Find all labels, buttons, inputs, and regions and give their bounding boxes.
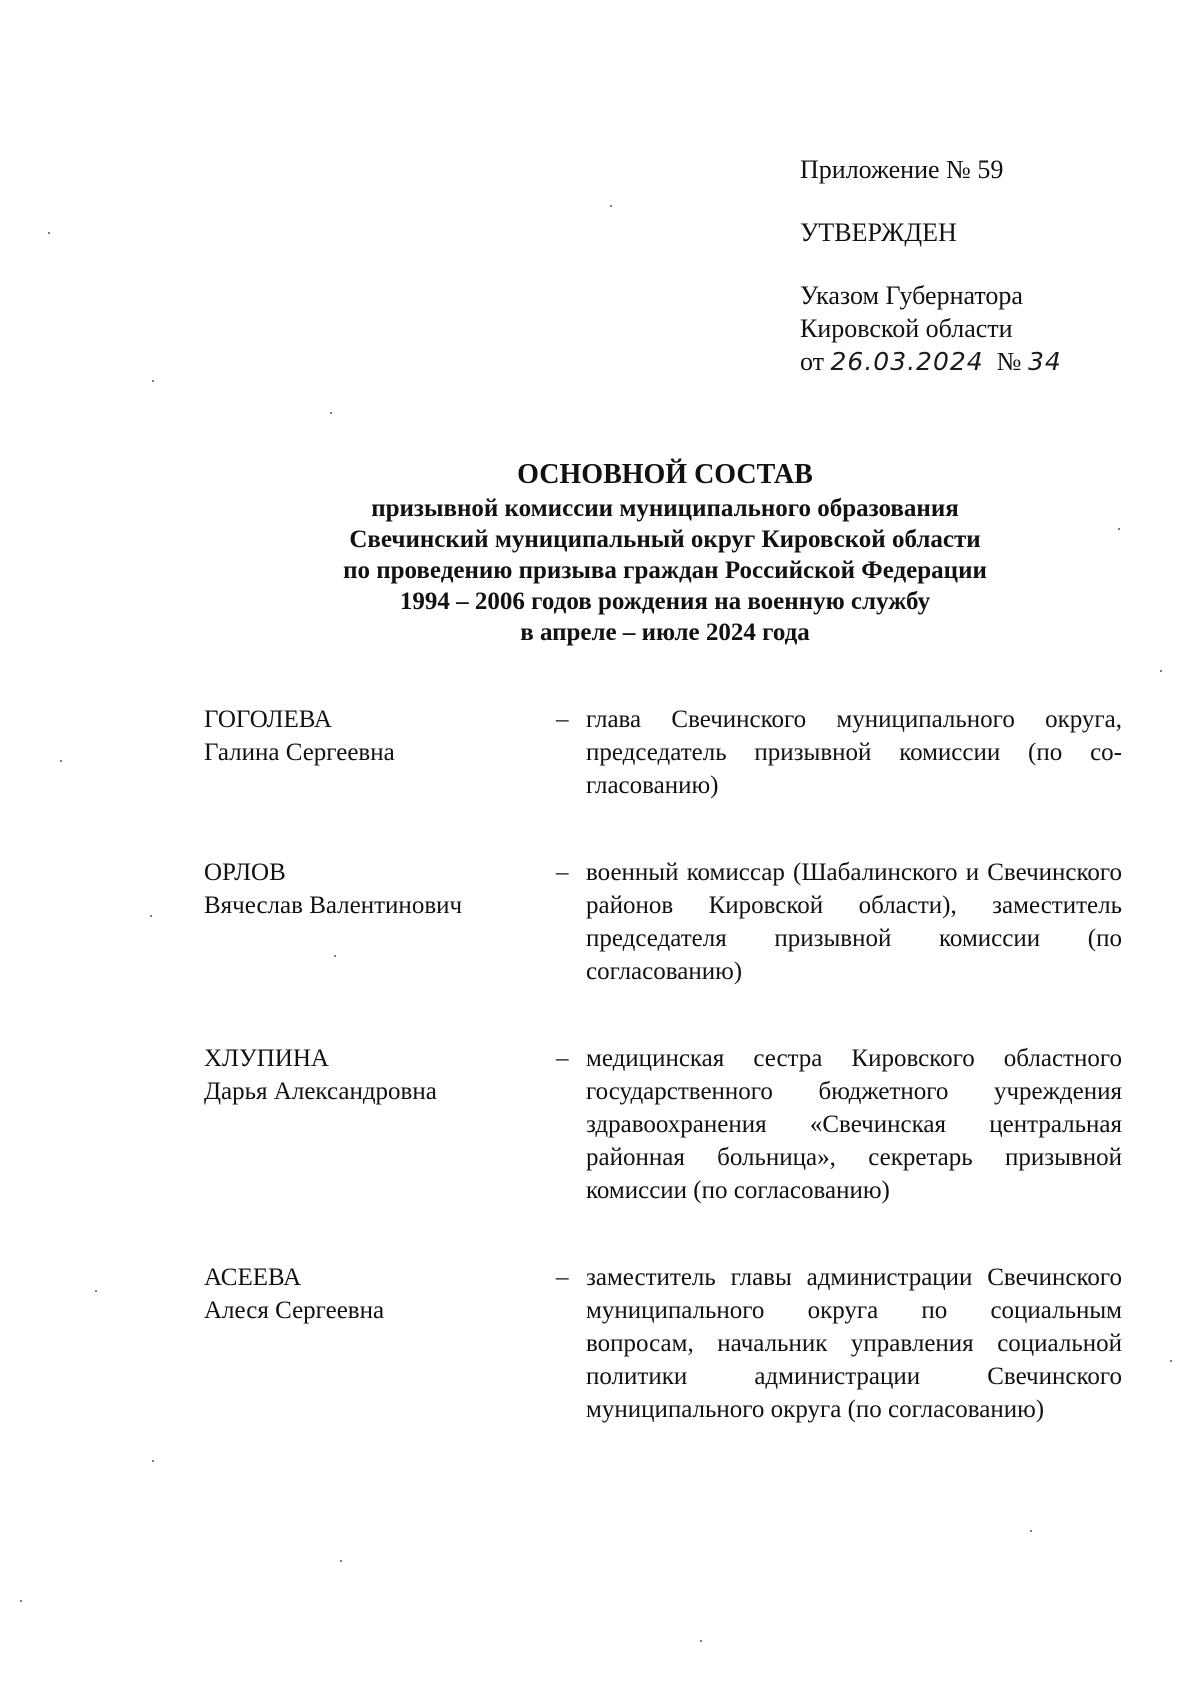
- member-name: [204, 1261, 556, 1426]
- member-entry: [204, 856, 1124, 988]
- title-line-1: призывной комиссии муниципального образования: [371, 495, 959, 522]
- member-role: военный комиссар (Шабалинского и Свечинского районов Кировской области), заместитель председателя призывной комиссии (по согласованию): [586, 859, 1122, 985]
- member-name: [204, 1042, 556, 1207]
- member-surname: ХЛУПИНА: [204, 1045, 329, 1072]
- member-entry: [204, 1042, 1124, 1207]
- scan-speck: [340, 1560, 342, 1562]
- scan-speck: [1030, 1530, 1032, 1532]
- member-role: глава Свечинского муниципального округа, председатель призывной комиссии (по согласованию): [586, 706, 1122, 799]
- member-given-names: Дарья Александровна: [204, 1078, 437, 1105]
- member-name: [204, 856, 556, 988]
- appendix-number: Приложение № 59: [800, 155, 1004, 184]
- scan-speck: [700, 1640, 702, 1642]
- title-main: ОСНОВНОЙ СОСТАВ: [517, 459, 813, 490]
- member-dash: –: [556, 1264, 569, 1291]
- approval-stamp-block: [800, 153, 1160, 378]
- commission-members-list: [204, 703, 1124, 1426]
- title-line-3: по проведению призыва граждан Российской Федерации: [343, 557, 987, 584]
- number-sign: №: [996, 347, 1022, 376]
- member-role: медицинская сестра Кировского областного государственного бюджетного учреждения здравоохранения «Свечинская центральная районная больница», секретарь призывной комиссии (по согласованию): [586, 1045, 1122, 1204]
- member-dash: –: [556, 859, 569, 886]
- scan-speck: [334, 955, 336, 957]
- decree-date-line: [800, 345, 1160, 378]
- member-name: [204, 703, 556, 802]
- member-role: заместитель главы администрации Свечинского муниципального округа по социальным вопросам, начальник управления социальной политики администрации Свечинского муниципального округа (по согласованию): [586, 1264, 1122, 1423]
- scan-speck: [1170, 1360, 1172, 1362]
- scan-speck: [152, 380, 154, 382]
- approved-label: УТВЕРЖДЕН: [800, 218, 957, 247]
- scan-speck: [95, 1290, 97, 1292]
- member-surname: ГОГОЛЕВА: [204, 706, 332, 733]
- member-surname: ОРЛОВ: [204, 859, 286, 886]
- title-line-2: Свечинский муниципальный округ Кировской области: [349, 526, 981, 553]
- member-dash: –: [556, 706, 569, 733]
- scan-speck: [60, 760, 62, 762]
- member-entry: [204, 703, 1124, 802]
- date-prefix: от: [800, 347, 825, 376]
- scan-speck: [48, 232, 50, 234]
- member-entry: [204, 1261, 1124, 1426]
- document-title: [200, 457, 1130, 648]
- handwritten-number: 34: [1027, 347, 1062, 376]
- member-dash: –: [556, 1045, 569, 1072]
- scan-speck: [1160, 670, 1162, 672]
- scan-speck: [150, 915, 152, 917]
- title-line-4: 1994 – 2006 годов рождения на военную службу: [399, 588, 931, 615]
- scan-speck: [152, 1460, 154, 1462]
- member-given-names: Галина Сергеевна: [204, 739, 395, 766]
- title-line-5: в апреле – июле 2024 года: [520, 619, 810, 646]
- handwritten-date: 26.03.2024: [830, 347, 984, 376]
- member-given-names: Вячеслав Валентинович: [204, 892, 463, 919]
- scan-speck: [610, 205, 612, 207]
- decree-line-1: Указом Губернатора: [800, 281, 1023, 310]
- scan-speck: [20, 1600, 22, 1602]
- decree-line-2: Кировской области: [800, 314, 1013, 343]
- scan-speck: [330, 412, 332, 414]
- member-surname: АСЕЕВА: [204, 1264, 302, 1291]
- scan-speck: [1118, 528, 1120, 530]
- member-given-names: Алеся Сергеевна: [204, 1297, 385, 1324]
